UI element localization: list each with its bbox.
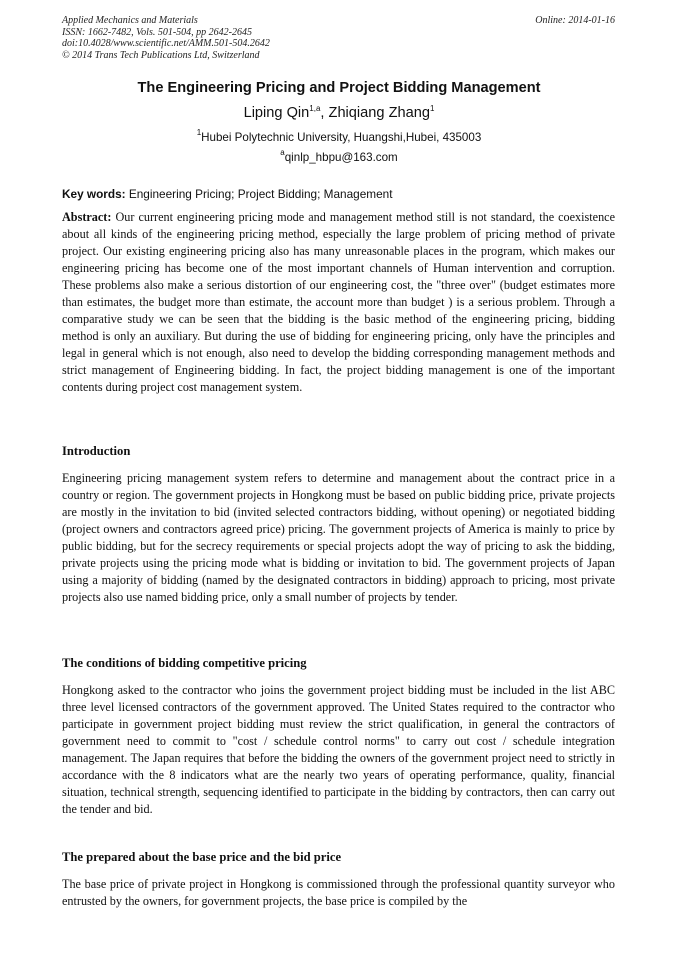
section-paragraph: Engineering pricing management system refers to determine and management about the contract price in a country or region. The government projects in Hongkong must be based on public bidding price, private projects are mostly in the invitation to bid (invited selected contractors bidding, without opening) or negotiated bidding (project owners and contractors agreed price) pricing. The government projects of America is mainly to price by public bidding, but for the secrecy requirements or special projects adopt the way of pricing to ask the bidding, private projects using the pricing mode what is bidding or invitation to bid. The government projects of Japan using a majority of bidding (named by the designated contractors in bidding) approach to pricing, most private projects also use named bidding price, only a small number of projects by tender. bbox=[62, 471, 615, 605]
section-paragraph: Hongkong asked to the contractor who joins the government project bidding must be included in the list ABC three level licensed contractors of the government approved. The United States required to the contractor who participate in government project bidding must review the strict qualification, in general the contractors of government need to commit to "cost / schedule control norms" to carry out cost / schedule integration management. The Japan requires that before the bidding the owners of the government project need to strictly in accordance with the 8 indicators what are the nearly two years of operating performance, quality, financial situation, technical strength, sequencing identified to participate in the bidding by contractors, then can carry out the tender and bid. bbox=[62, 683, 615, 817]
abstract bbox=[62, 209, 615, 397]
section-heading: The conditions of bidding competitive pricing bbox=[62, 656, 307, 670]
issn-line: ISSN: 1662-7482, Vols. 501-504, pp 2642-2645 bbox=[62, 26, 252, 38]
author-line bbox=[0, 105, 678, 121]
keywords bbox=[62, 187, 615, 201]
section-heading: The prepared about the base price and the bid price bbox=[62, 850, 342, 864]
author-email bbox=[0, 148, 678, 164]
affiliation bbox=[0, 128, 678, 144]
author-superscript: 1,a bbox=[309, 104, 321, 113]
author-name: Zhiqiang Zhang bbox=[328, 105, 430, 121]
section-paragraph: The base price of private project in Hongkong is commissioned through the professional quantity surveyor who entrusted by the owners, for government projects, the base price is compiled by the bbox=[62, 877, 615, 909]
author-separator: , bbox=[320, 105, 329, 121]
keywords-text: Engineering Pricing; Project Bidding; Management bbox=[125, 187, 393, 201]
journal-name: Applied Mechanics and Materials bbox=[62, 15, 198, 26]
abstract-label: Abstract: bbox=[62, 210, 112, 224]
online-date: Online: 2014-01-16 bbox=[535, 15, 615, 26]
affiliation-text: Hubei Polytechnic University, Huangshi,Hubei, 435003 bbox=[201, 131, 482, 144]
copyright-line: © 2014 Trans Tech Publications Ltd, Switzerland bbox=[62, 49, 260, 61]
abstract-text: Our current engineering pricing mode and management method still is not standard, the coexistence about all kinds of the engineering pricing method, especially the large problem of pricing method of private project. Our existing engineering pricing also has many unreasonable places in the program, which makes our engineering pricing has become one of the most important channels of Human intervention and corruption. These problems also make a serious distortion of our engineering cost, the "three over" (budget estimates more than estimates, the budget more than estimate, the account more than budget ) is a serious problem. Through a comparative study we can be seen that the bidding is the basic method of the engineering pricing, bidding method is only an auxiliary. But during the use of bidding for engineering pricing, only have the principles and legal in general which is not enough, also need to develop the bidding corresponding management methods and strict management of Engineering bidding. In fact, the project bidding management is one of the important contents during project cost management system. bbox=[62, 210, 615, 395]
email-superscript: a bbox=[280, 148, 285, 157]
keywords-label: Key words: bbox=[62, 187, 126, 201]
journal-header bbox=[62, 15, 615, 61]
affiliation-superscript: 1 bbox=[196, 128, 202, 137]
paper-title: The Engineering Pricing and Project Bidding Management bbox=[137, 80, 541, 96]
author-superscript: 1 bbox=[429, 104, 435, 113]
doi-line: doi:10.4028/www.scientific.net/AMM.501-504.2642 bbox=[62, 38, 270, 49]
email-text: qinlp_hbpu@163.com bbox=[284, 151, 398, 164]
section-heading: Introduction bbox=[62, 444, 131, 458]
author-name: Liping Qin bbox=[243, 105, 310, 121]
